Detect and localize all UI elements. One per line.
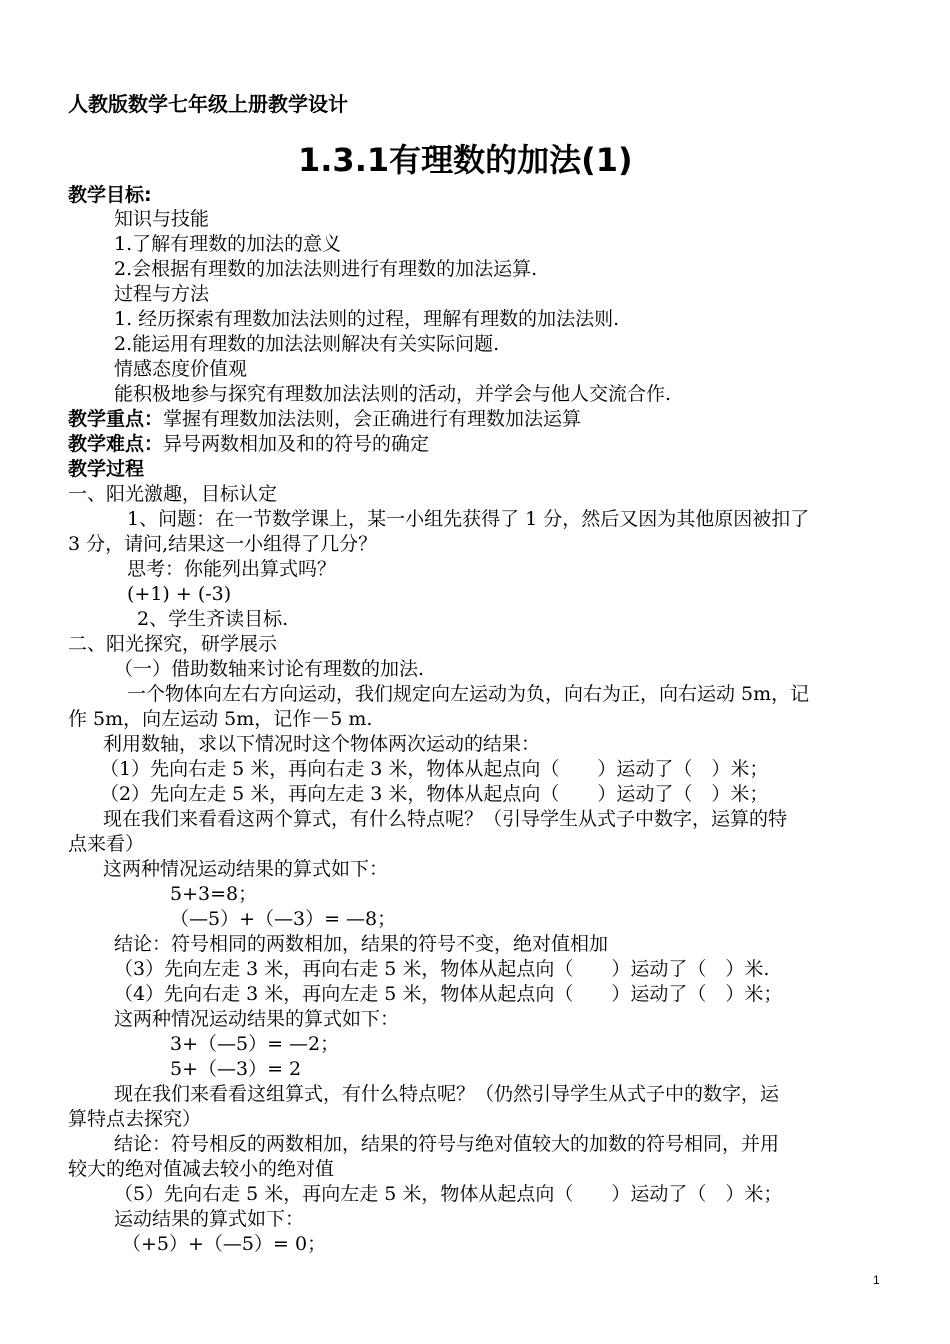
teaching-process-label: 教学过程 — [68, 458, 145, 480]
emotion-heading: 情感态度价值观 — [114, 358, 248, 380]
conclusion-1: 结论：符号相同的两数相加，结果的符号不变，绝对值相加 — [114, 933, 609, 955]
process-item-2: 2.能运用有理数的加法法则解决有关实际问题. — [114, 333, 500, 355]
objectives-label: 教学目标: — [68, 184, 152, 206]
intro-line2: 作 5m，向左运动 5m，记作－5 m. — [68, 708, 373, 730]
look2-line1: 现在我们来看看这组算式，有什么特点呢？（仍然引导学生从式子中的数字，运 — [114, 1083, 780, 1105]
question1-line1: 1、问题：在一节数学课上，某一小组先获得了 1 分，然后又因为其他原因被扣了 — [127, 508, 810, 530]
look2-line2: 算特点去探究） — [68, 1108, 202, 1130]
page-number: 1 — [873, 1273, 880, 1287]
emotion-item-1: 能积极地参与探究有理数加法法则的活动，并学会与他人交流合作. — [114, 383, 672, 405]
difficulty-text: 异号两数相加及和的符号的确定 — [163, 433, 430, 455]
difficulty-line — [68, 432, 429, 456]
knowledge-item-2: 2.会根据有理数的加法法则进行有理数的加法运算. — [114, 258, 538, 280]
section2-heading: 二、阳光探究，研学展示 — [68, 633, 278, 655]
process-heading: 过程与方法 — [114, 283, 210, 305]
look-line1: 现在我们来看看这两个算式，有什么特点呢？（引导学生从式子中数字，运算的特 — [103, 808, 788, 830]
series-heading: 人教版数学七年级上册教学设计 — [68, 92, 348, 116]
key-point-line — [68, 407, 581, 431]
section1-item2: 2、学生齐读目标. — [137, 608, 289, 630]
case-2: （2）先向左走 5 米，再向左走 3 米，物体从起点向（ ）运动了（ ）米； — [100, 783, 769, 805]
knowledge-heading: 知识与技能 — [114, 208, 210, 230]
result-intro-1: 这两种情况运动结果的算式如下： — [103, 858, 389, 880]
result-intro-3: 运动结果的算式如下： — [114, 1208, 305, 1230]
equation-4: 5+（—3）= 2 — [170, 1058, 302, 1080]
conclusion2-line2: 较大的绝对值减去较小的绝对值 — [68, 1158, 335, 1180]
equation-1: 5+3=8； — [170, 883, 258, 905]
result-intro-2: 这两种情况运动结果的算式如下： — [114, 1008, 400, 1030]
look-line2: 点来看） — [68, 833, 145, 855]
case-4: （4）先向右走 3 米，再向左走 5 米，物体从起点向（ ）运动了（ ）米； — [114, 983, 783, 1005]
case-1: （1）先向右走 5 米，再向右走 3 米，物体从起点向（ ）运动了（ ）米； — [100, 758, 769, 780]
subsection1-heading: （一）借助数轴来讨论有理数的加法. — [114, 658, 425, 680]
question1-line2: 3 分，请问,结果这一小组得了几分？ — [68, 533, 378, 555]
number-axis-prompt: 利用数轴，求以下情况时这个物体两次运动的结果： — [103, 733, 541, 755]
key-point-text: 掌握有理数加法法则，会正确进行有理数加法运算 — [163, 408, 582, 430]
key-point-label: 教学重点： — [68, 408, 164, 430]
conclusion2-line1: 结论：符号相反的两数相加，结果的符号与绝对值较大的加数的符号相同，并用 — [114, 1133, 780, 1155]
difficulty-label: 教学难点： — [68, 433, 164, 455]
section1-heading: 一、阳光激趣，目标认定 — [68, 483, 278, 505]
equation-3: 3+（—5）= —2； — [170, 1033, 340, 1055]
think-prompt: 思考：你能列出算式吗？ — [127, 558, 337, 580]
case-3: （3）先向左走 3 米，再向右走 5 米，物体从起点向（ ）运动了（ ）米. — [114, 958, 770, 980]
equation-5: （+5）+（—5）= 0； — [122, 1233, 327, 1255]
knowledge-item-1: 1.了解有理数的加法的意义 — [114, 233, 342, 255]
page-title: 1.3.1有理数的加法(1) — [298, 141, 633, 179]
formula-1: (+1) + (-3) — [127, 583, 232, 605]
intro-line1: 一个物体向左右方向运动，我们规定向左运动为负，向右为正，向右运动 5m，记 — [127, 683, 810, 705]
process-item-1: 1. 经历探索有理数加法法则的过程，理解有理数的加法法则. — [114, 308, 620, 330]
equation-2: （—5）+（—3）= —8； — [170, 908, 397, 930]
case-5: （5）先向右走 5 米，再向左走 5 米，物体从起点向（ ）运动了（ ）米； — [114, 1183, 783, 1205]
